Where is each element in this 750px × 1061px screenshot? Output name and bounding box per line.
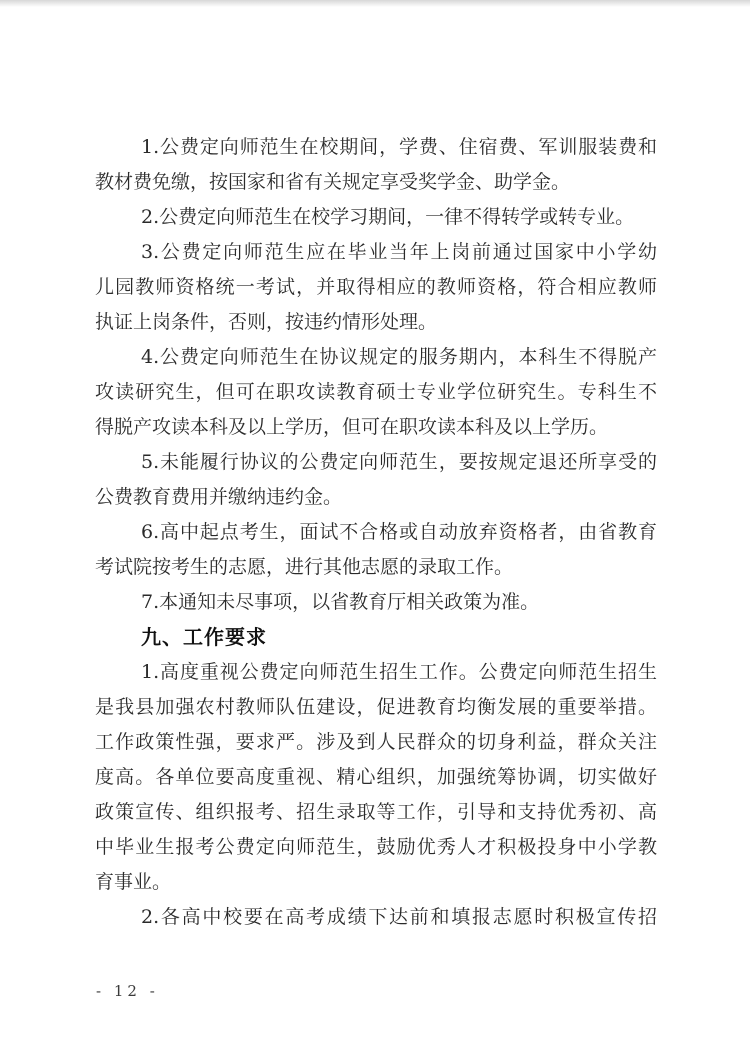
text-line: 公费教育费用并缴纳违约金。 [95, 486, 343, 508]
text-line: 得脱产攻读本科及以上学历，但可在职攻读本科及以上学历。 [95, 416, 609, 438]
section-heading: 九、工作要求 [141, 625, 267, 649]
text-line: 政策宣传、组织报考、招生录取等工作，引导和支持优秀初、高 [95, 801, 657, 823]
text-line: 攻读研究生，但可在职攻读教育硕士专业学位研究生。专科生不 [95, 381, 657, 403]
text-line: 6.高中起点考生，面试不合格或自动放弃资格者，由省教育 [141, 521, 657, 543]
scan-edge-shading [0, 0, 750, 7]
text-line: 2.公费定向师范生在校学习期间，一律不得转学或转专业。 [141, 206, 635, 228]
document-body [95, 130, 657, 935]
text-line: 育事业。 [95, 871, 172, 893]
text-line: 教材费免缴，按国家和省有关规定享受奖学金、助学金。 [95, 171, 571, 193]
text-line: 2.各高中校要在高考成绩下达前和填报志愿时积极宣传招 [141, 906, 657, 928]
text-line: 5.未能履行协议的公费定向师范生，要按规定退还所享受的 [141, 451, 657, 473]
text-line: 工作政策性强，要求严。涉及到人民群众的切身利益，群众关注 [95, 731, 657, 753]
text-line: 执证上岗条件，否则，按违约情形处理。 [95, 311, 438, 333]
text-line: 是我县加强农村教师队伍建设，促进教育均衡发展的重要举措。 [95, 696, 657, 718]
text-line: 儿园教师资格统一考试，并取得相应的教师资格，符合相应教师 [95, 276, 657, 298]
text-line: 中毕业生报考公费定向师范生，鼓励优秀人才积极投身中小学教 [95, 836, 657, 858]
text-line: 4.公费定向师范生在协议规定的服务期内，本科生不得脱产 [141, 346, 657, 368]
text-line: 7.本通知未尽事项，以省教育厅相关政策为准。 [141, 591, 540, 613]
text-line: 1.高度重视公费定向师范生招生工作。公费定向师范生招生 [141, 661, 657, 683]
page-number: - 12 - [96, 982, 159, 1000]
text-line: 3.公费定向师范生应在毕业当年上岗前通过国家中小学幼 [141, 241, 657, 263]
text-line: 考试院按考生的志愿，进行其他志愿的录取工作。 [95, 556, 514, 578]
text-line: 1.公费定向师范生在校期间，学费、住宿费、军训服装费和 [141, 136, 657, 158]
text-line: 度高。各单位要高度重视、精心组织，加强统筹协调，切实做好 [95, 766, 657, 788]
